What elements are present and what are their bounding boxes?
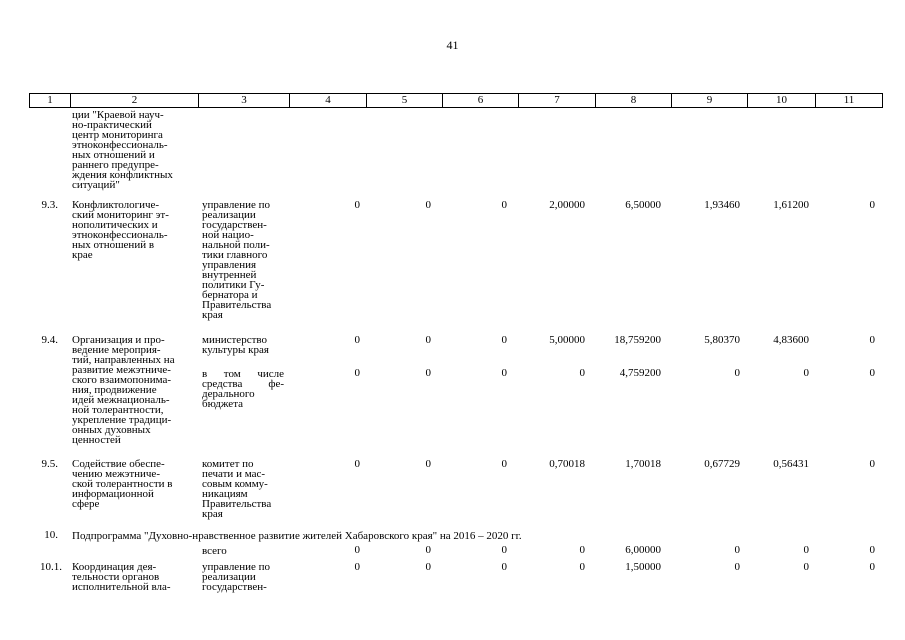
text-line: развитие межэтниче- xyxy=(72,364,171,376)
value-cell: 0 xyxy=(501,561,507,573)
text-line: онных духовных xyxy=(72,424,151,436)
text-line: ценностей xyxy=(72,434,121,446)
value-cell: 0 xyxy=(869,458,875,470)
text-line: тельности органов xyxy=(72,571,160,583)
value-cell: 4,83600 xyxy=(773,334,809,346)
text-line: Конфликтологиче- xyxy=(72,199,160,211)
text-line: реализации xyxy=(202,571,256,583)
value-cell: 0 xyxy=(425,561,431,573)
value-cell: 0 xyxy=(803,544,809,556)
text-line: ского взаимопонима- xyxy=(72,374,172,386)
text-line: этноконфессиональ- xyxy=(72,229,168,241)
text-line: политики Гу- xyxy=(202,279,265,291)
text-line: совым комму- xyxy=(202,478,268,490)
text-line: ской толерантности в xyxy=(72,478,173,490)
text-line: раннего предупре- xyxy=(72,159,159,171)
header-col-7: 7 xyxy=(519,94,596,107)
text-line: ной толерантности, xyxy=(72,404,164,416)
header-col-2: 2 xyxy=(71,94,199,107)
text-line: внутренней xyxy=(202,269,257,281)
text-line: исполнительной вла- xyxy=(72,581,171,593)
text-line: средства фе- xyxy=(202,378,284,390)
text-line: управление по xyxy=(202,199,270,211)
value-cell: 0 xyxy=(579,367,585,379)
value-cell: 0 xyxy=(501,199,507,211)
value-cell: 0 xyxy=(869,561,875,573)
header-col-6: 6 xyxy=(443,94,519,107)
text-line: ной нацио- xyxy=(202,229,254,241)
text-line: бюджета xyxy=(202,398,244,410)
value-cell: 0 xyxy=(734,544,740,556)
header-col-3: 3 xyxy=(199,94,290,107)
value-cell: 0,67729 xyxy=(704,458,740,470)
value-cell: 1,70018 xyxy=(625,458,661,470)
value-cell: 0 xyxy=(501,458,507,470)
text-line: ния, продвижение xyxy=(72,384,157,396)
text-line: в том числе xyxy=(202,368,284,380)
row-number: 10.1. xyxy=(40,561,62,573)
text-line: Правительства xyxy=(202,498,272,510)
text-line: ский мониторинг эт- xyxy=(72,209,169,221)
text-line: государствен- xyxy=(202,581,267,593)
value-cell: 0 xyxy=(734,367,740,379)
text-line: края xyxy=(202,508,223,520)
text-line: чению межэтниче- xyxy=(72,468,160,480)
header-col-8: 8 xyxy=(596,94,672,107)
text-line: идей межнациональ- xyxy=(72,394,170,406)
text-line: ситуаций" xyxy=(72,179,120,191)
text-line: ных отношений и xyxy=(72,149,155,161)
text-line: государствен- xyxy=(202,219,267,231)
value-cell: 0 xyxy=(803,561,809,573)
header-col-4: 4 xyxy=(290,94,367,107)
text-line: укрепление традици- xyxy=(72,414,172,426)
text-line: центр мониторинга xyxy=(72,129,163,141)
row-number: 9.5. xyxy=(41,458,58,470)
table-header-row xyxy=(29,93,883,108)
text-line: края xyxy=(202,309,223,321)
value-cell: 0 xyxy=(869,544,875,556)
value-cell: 0 xyxy=(501,367,507,379)
value-cell: 1,61200 xyxy=(773,199,809,211)
value-cell: 0 xyxy=(425,199,431,211)
text-line: комитет по xyxy=(202,458,254,470)
text-line: ции "Краевой науч- xyxy=(72,109,164,121)
text-line: информационной xyxy=(72,488,154,500)
text-line: ждения конфликтных xyxy=(72,169,173,181)
value-cell: 0 xyxy=(869,199,875,211)
text-line: но-практический xyxy=(72,119,152,131)
value-cell: 0 xyxy=(425,334,431,346)
value-cell: 0 xyxy=(501,544,507,556)
value-cell: 18,759200 xyxy=(614,334,661,346)
value-cell: 0 xyxy=(869,334,875,346)
header-col-9: 9 xyxy=(672,94,748,107)
value-cell: 4,759200 xyxy=(619,367,661,379)
value-cell: 0 xyxy=(734,561,740,573)
value-cell: 0 xyxy=(579,544,585,556)
page-number: 41 xyxy=(446,38,459,52)
text-line: Правительства xyxy=(202,299,272,311)
value-cell: 0 xyxy=(354,561,360,573)
text-line: управления xyxy=(202,259,257,271)
text-line: управление по xyxy=(202,561,270,573)
value-cell: 1,50000 xyxy=(625,561,661,573)
header-col-1: 1 xyxy=(30,94,71,107)
text-line: тий, направленных на xyxy=(72,354,175,366)
text-line: сфере xyxy=(72,498,100,510)
row-number: 10. xyxy=(44,529,58,541)
value-cell: 0 xyxy=(579,561,585,573)
text-line: Содействие обеспе- xyxy=(72,458,165,470)
value-cell: 6,50000 xyxy=(625,199,661,211)
text-line: тики главного xyxy=(202,249,268,261)
value-cell: 0 xyxy=(354,367,360,379)
text-line: дерального xyxy=(202,388,255,400)
header-col-5: 5 xyxy=(367,94,443,107)
subprogram-title: Подпрограмма "Духовно-нравственное развитие жителей Хабаровского края" на 2016 – 2020 гг. xyxy=(72,530,522,542)
row-number: 9.3. xyxy=(41,199,58,211)
text-line: бернатора и xyxy=(202,289,258,301)
value-cell: 0 xyxy=(501,334,507,346)
header-col-10: 10 xyxy=(748,94,816,107)
value-cell: 2,00000 xyxy=(549,199,585,211)
value-cell: 0,70018 xyxy=(549,458,585,470)
value-cell: 0 xyxy=(869,367,875,379)
value-cell: 5,00000 xyxy=(549,334,585,346)
value-cell: 0 xyxy=(425,458,431,470)
value-cell: 0 xyxy=(425,367,431,379)
value-cell: 0,56431 xyxy=(773,458,809,470)
text-line: ных отношений в xyxy=(72,239,155,251)
text-line: министерство xyxy=(202,334,268,346)
value-cell: 5,80370 xyxy=(704,334,740,346)
text-line: реализации xyxy=(202,209,256,221)
value-cell: 0 xyxy=(354,458,360,470)
row-number: 9.4. xyxy=(41,334,58,346)
value-cell: 0 xyxy=(425,544,431,556)
header-col-11: 11 xyxy=(843,94,855,106)
value-cell: 0 xyxy=(354,334,360,346)
value-cell: 0 xyxy=(803,367,809,379)
text-line: никациям xyxy=(202,488,248,500)
text-line: печати и мас- xyxy=(202,468,266,480)
value-cell: 6,00000 xyxy=(625,544,661,556)
value-cell: 0 xyxy=(354,199,360,211)
text-line: нополитических и xyxy=(72,219,158,231)
text-line: этноконфессиональ- xyxy=(72,139,168,151)
text-line: Организация и про- xyxy=(72,334,165,346)
text-line: культуры края xyxy=(202,344,269,356)
value-cell: 1,93460 xyxy=(704,199,740,211)
text-line: нальной поли- xyxy=(202,239,270,251)
total-label: всего xyxy=(202,545,227,557)
text-line: крае xyxy=(72,249,93,261)
value-cell: 0 xyxy=(354,544,360,556)
text-line: ведение мероприя- xyxy=(72,344,161,356)
text-line: Координация дея- xyxy=(72,561,157,573)
